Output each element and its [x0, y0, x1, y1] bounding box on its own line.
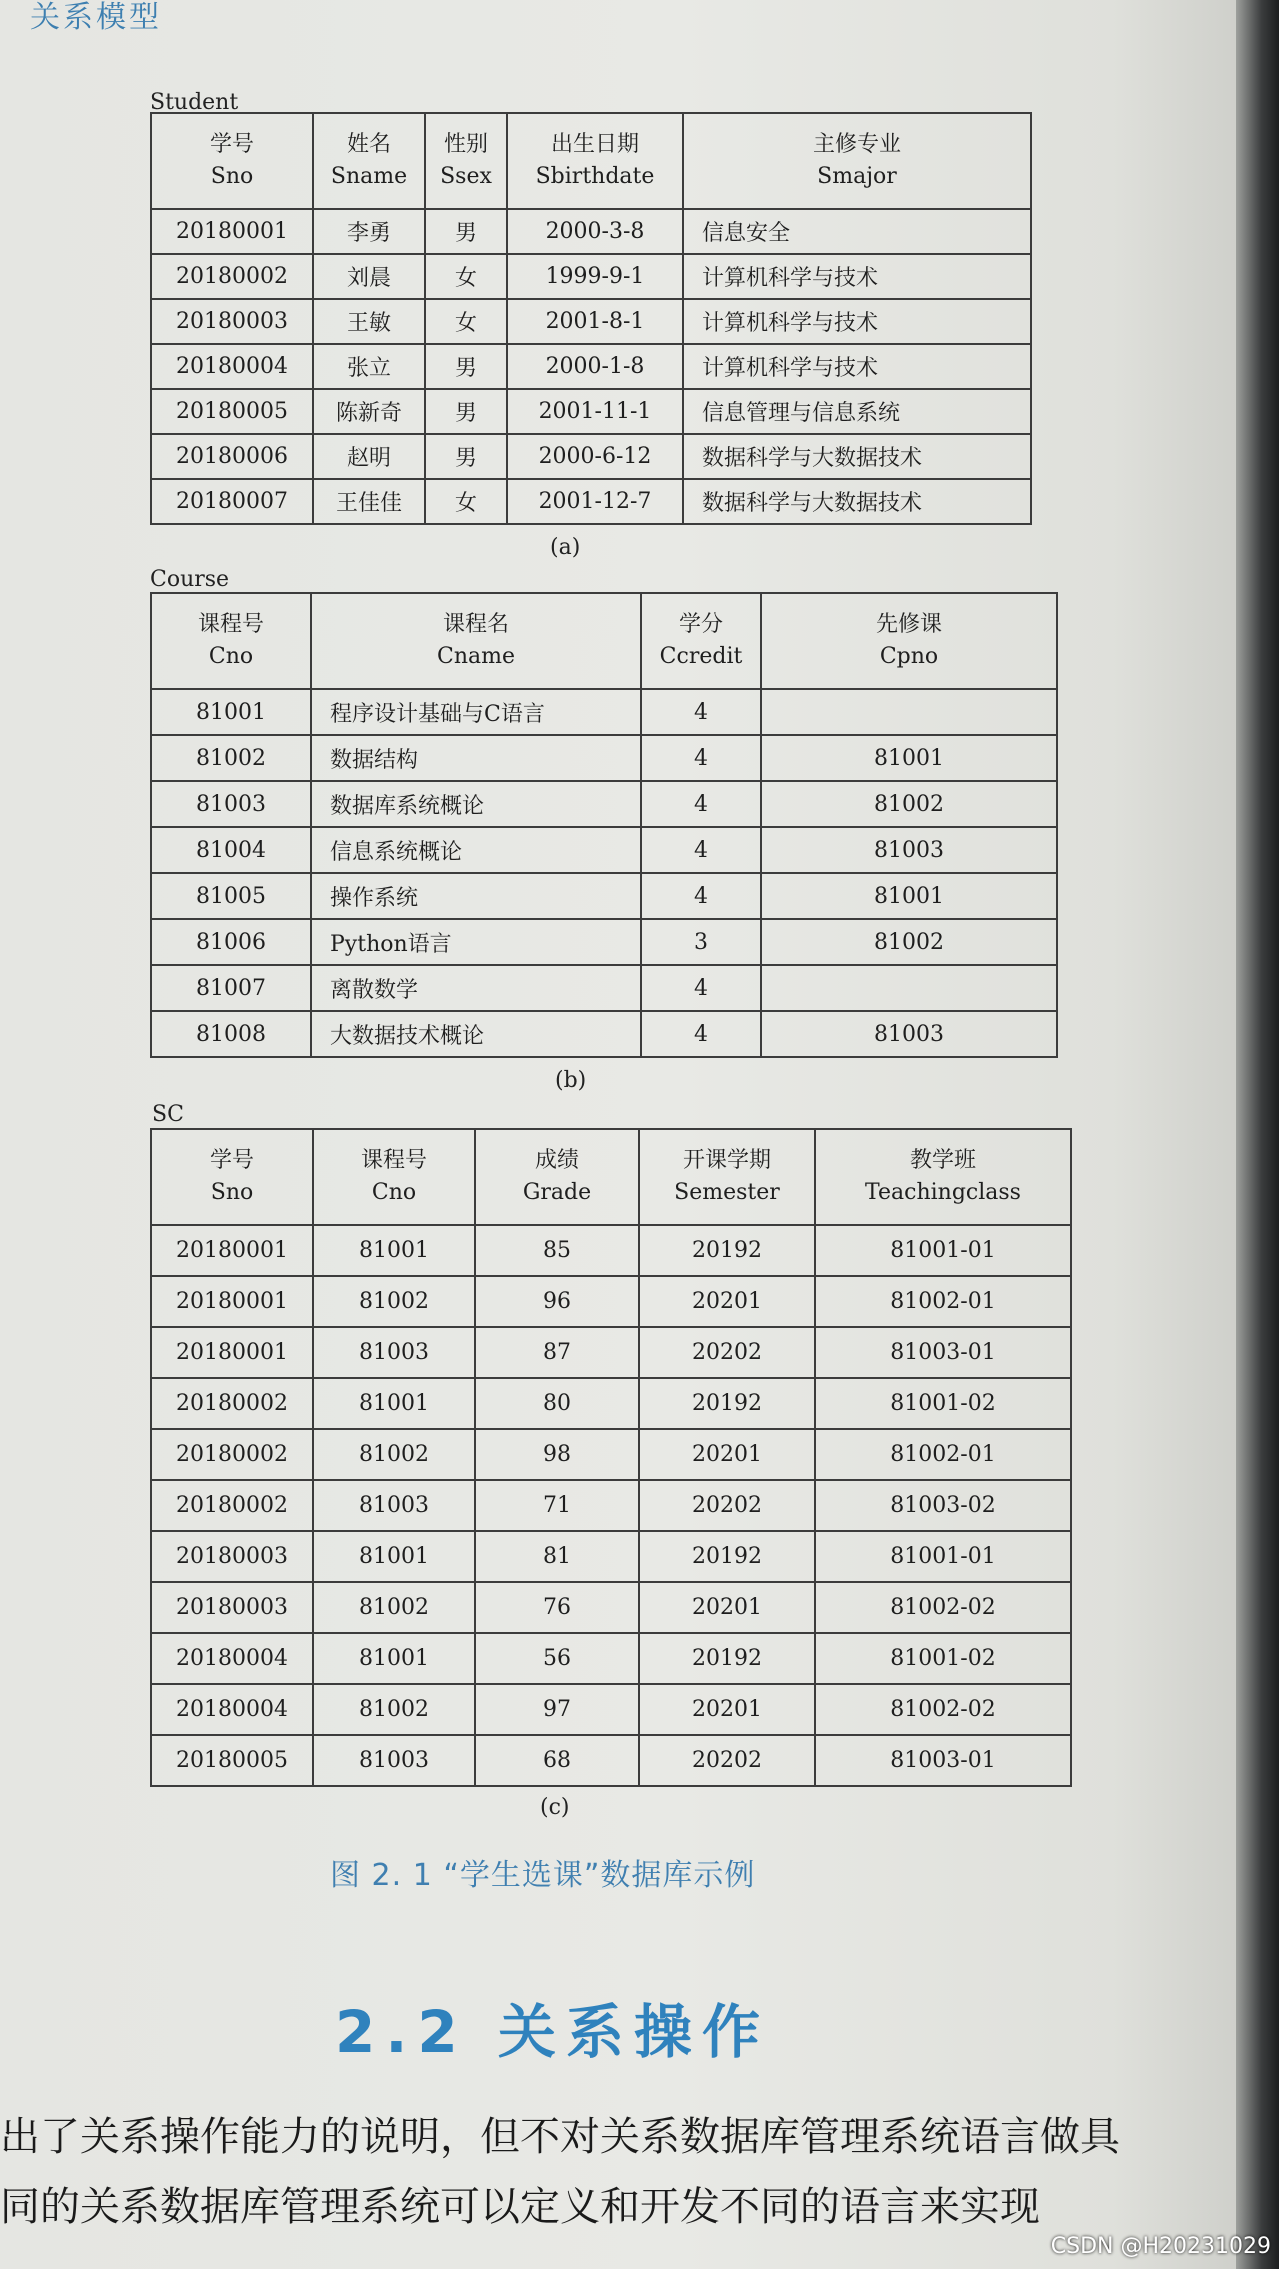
table-cell: 81002 [761, 919, 1057, 965]
table-cell: 王佳佳 [313, 479, 425, 524]
table-cell: 20192 [639, 1531, 815, 1582]
table-cell: 数据结构 [311, 735, 641, 781]
table-cell: 20180001 [151, 209, 313, 254]
table-cell: 2000-6-12 [507, 434, 683, 479]
table-cell: 81004 [151, 827, 311, 873]
table-row [151, 299, 1031, 344]
table-cell: 20192 [639, 1225, 815, 1276]
table-cell: 大数据技术概论 [311, 1011, 641, 1057]
column-header [507, 113, 683, 209]
course-table-caption: (b) [555, 1068, 587, 1093]
table-cell: 81007 [151, 965, 311, 1011]
table-cell: 计算机科学与技术 [683, 344, 1031, 389]
column-header-en: Semester [674, 1180, 780, 1205]
column-header [761, 593, 1057, 689]
column-header-cn: 学分 [678, 612, 723, 637]
table-cell: 81003-01 [815, 1327, 1071, 1378]
table-cell: 81001-02 [815, 1378, 1071, 1429]
table-cell: 20201 [639, 1276, 815, 1327]
table-cell: 20180007 [151, 479, 313, 524]
table-cell: 81001-01 [815, 1531, 1071, 1582]
figure-caption: 图 2. 1 “学生选课”数据库示例 [330, 1858, 756, 1893]
table-cell: 97 [475, 1684, 639, 1735]
table-cell: 20180004 [151, 1633, 313, 1684]
column-header-en: Sname [330, 164, 408, 189]
body-line-1: 出了关系操作能力的说明，但不对关系数据库管理系统语言做具 [0, 2114, 1120, 2160]
column-header-cn: 出生日期 [550, 132, 639, 157]
column-header-en: Cname [437, 644, 515, 669]
table-row [151, 1582, 1071, 1633]
table-cell: 4 [641, 873, 761, 919]
table-cell: 85 [475, 1225, 639, 1276]
column-header-cn: 课程名 [442, 612, 509, 637]
table-cell: 20202 [639, 1327, 815, 1378]
table-cell: 1999-9-1 [507, 254, 683, 299]
sc-table-label: SC [152, 1102, 184, 1127]
table-row [151, 689, 1057, 735]
table-cell: 4 [641, 965, 761, 1011]
table-cell: 96 [475, 1276, 639, 1327]
table-row [151, 479, 1031, 524]
student-table-label: Student [150, 90, 239, 115]
table-cell: 20201 [639, 1684, 815, 1735]
table-cell: 20180004 [151, 344, 313, 389]
table-cell: 81001-02 [815, 1633, 1071, 1684]
column-header [151, 1129, 313, 1225]
table-cell: 20180005 [151, 389, 313, 434]
table-row [151, 735, 1057, 781]
column-header [151, 593, 311, 689]
table-header-row [151, 1129, 1071, 1225]
table-cell: 李勇 [313, 209, 425, 254]
table-cell: 81001 [313, 1378, 475, 1429]
table-row [151, 1378, 1071, 1429]
column-header-cn: 先修课 [875, 612, 942, 637]
column-header-cn: 教学班 [909, 1148, 976, 1173]
column-header-en: Cpno [879, 644, 939, 669]
table-cell: 20180003 [151, 299, 313, 344]
table-cell: 女 [425, 479, 507, 524]
column-header [151, 113, 313, 209]
table-cell: 男 [425, 209, 507, 254]
table-cell: 20180002 [151, 1378, 313, 1429]
table-cell: 4 [641, 827, 761, 873]
column-header-en: Grade [522, 1180, 592, 1205]
table-cell: 81002 [313, 1429, 475, 1480]
column-header-cn: 开课学期 [682, 1148, 771, 1173]
table-cell: 男 [425, 344, 507, 389]
table-cell: 56 [475, 1633, 639, 1684]
table-cell: 程序设计基础与C语言 [311, 689, 641, 735]
table-cell: 20192 [639, 1378, 815, 1429]
table-cell: 20201 [639, 1582, 815, 1633]
table-row [151, 1531, 1071, 1582]
table-cell: 赵明 [313, 434, 425, 479]
table-cell: 数据库系统概论 [311, 781, 641, 827]
table-row [151, 827, 1057, 873]
table-cell: 20180002 [151, 1429, 313, 1480]
table-cell: 81003 [761, 1011, 1057, 1057]
table-cell: 81001 [151, 689, 311, 735]
table-cell: 3 [641, 919, 761, 965]
table-row [151, 1633, 1071, 1684]
column-header-cn: 成绩 [534, 1148, 579, 1173]
table-row [151, 1684, 1071, 1735]
table-cell: 4 [641, 689, 761, 735]
table-cell: 81003 [313, 1327, 475, 1378]
section-title: 2.2 关系操作 [335, 1998, 770, 2066]
table-cell: 81002-01 [815, 1276, 1071, 1327]
course-table-label: Course [150, 567, 230, 592]
table-cell: 81001 [313, 1531, 475, 1582]
table-cell: 2001-11-1 [507, 389, 683, 434]
column-header [641, 593, 761, 689]
table-cell: 81003 [313, 1735, 475, 1786]
table-row [151, 344, 1031, 389]
table-cell: 98 [475, 1429, 639, 1480]
column-header [683, 113, 1031, 209]
column-header-en: Ccredit [659, 644, 743, 669]
table-cell: 2000-1-8 [507, 344, 683, 389]
column-header-en: Smajor [817, 164, 897, 189]
table-row [151, 389, 1031, 434]
table-cell: 81002 [151, 735, 311, 781]
page-edge-shadow [1236, 0, 1279, 2269]
table-cell: 81002 [313, 1276, 475, 1327]
table-cell: 68 [475, 1735, 639, 1786]
table-cell: 81002 [313, 1582, 475, 1633]
column-header [425, 113, 507, 209]
column-header-en: Cno [208, 644, 254, 669]
table-cell: 87 [475, 1327, 639, 1378]
table-header-row [151, 113, 1031, 209]
table-header-row [151, 593, 1057, 689]
table-cell: 81002 [761, 781, 1057, 827]
table-cell: 81003 [313, 1480, 475, 1531]
column-header-cn: 课程号 [360, 1148, 427, 1173]
table-cell: 女 [425, 299, 507, 344]
table-cell: 81002-02 [815, 1684, 1071, 1735]
column-header [815, 1129, 1071, 1225]
table-row [151, 1429, 1071, 1480]
table-cell: 男 [425, 434, 507, 479]
table-cell: 2000-3-8 [507, 209, 683, 254]
table-cell: 20180003 [151, 1531, 313, 1582]
table-cell: 计算机科学与技术 [683, 299, 1031, 344]
table-row [151, 873, 1057, 919]
table-row [151, 919, 1057, 965]
table-cell: 80 [475, 1378, 639, 1429]
table-cell: 女 [425, 254, 507, 299]
table-cell: 4 [641, 781, 761, 827]
body-line-2: 同的关系数据库管理系统可以定义和开发不同的语言来实现 [0, 2184, 1040, 2230]
table-cell: 数据科学与大数据技术 [683, 434, 1031, 479]
table-cell: 2001-12-7 [507, 479, 683, 524]
table-row [151, 1327, 1071, 1378]
table-cell: 81001 [313, 1225, 475, 1276]
table-cell: 81002-01 [815, 1429, 1071, 1480]
table-cell: 81 [475, 1531, 639, 1582]
table-cell: 20180001 [151, 1327, 313, 1378]
table-cell: 数据科学与大数据技术 [683, 479, 1031, 524]
table-cell: 20192 [639, 1633, 815, 1684]
column-header-en: Sbirthdate [535, 164, 655, 189]
table-cell [761, 689, 1057, 735]
table-cell: 20180001 [151, 1225, 313, 1276]
column-header-en: Sno [210, 164, 254, 189]
table-cell: 陈新奇 [313, 389, 425, 434]
table-row [151, 1225, 1071, 1276]
table-cell: 20180002 [151, 1480, 313, 1531]
column-header [639, 1129, 815, 1225]
table-cell: 信息管理与信息系统 [683, 389, 1031, 434]
table-cell: 71 [475, 1480, 639, 1531]
table-cell: 81002-02 [815, 1582, 1071, 1633]
table-row [151, 1011, 1057, 1057]
sc-table-caption: (c) [540, 1795, 570, 1820]
table-cell: 81001-01 [815, 1225, 1071, 1276]
table-cell: 81003 [151, 781, 311, 827]
table-cell: 张立 [313, 344, 425, 389]
table-cell: 81001 [313, 1633, 475, 1684]
table-cell: 76 [475, 1582, 639, 1633]
student-table [150, 112, 1032, 525]
sc-table [150, 1128, 1072, 1787]
table-row [151, 254, 1031, 299]
table-row [151, 209, 1031, 254]
table-cell: 2001-8-1 [507, 299, 683, 344]
column-header-cn: 性别 [443, 132, 488, 157]
table-cell: 计算机科学与技术 [683, 254, 1031, 299]
column-header [313, 113, 425, 209]
column-header [475, 1129, 639, 1225]
table-row [151, 781, 1057, 827]
column-header-cn: 学号 [209, 132, 254, 157]
course-table [150, 592, 1058, 1058]
column-header-cn: 姓名 [346, 132, 391, 157]
table-cell: 20202 [639, 1735, 815, 1786]
table-cell: 信息系统概论 [311, 827, 641, 873]
table-row [151, 434, 1031, 479]
column-header-en: Cno [371, 1180, 417, 1205]
table-cell: 男 [425, 389, 507, 434]
table-cell: 王敏 [313, 299, 425, 344]
watermark: CSDN @H20231029 [1050, 2234, 1271, 2259]
table-cell [761, 965, 1057, 1011]
table-cell: 离散数学 [311, 965, 641, 1011]
column-header-en: Sno [210, 1180, 254, 1205]
table-row [151, 1480, 1071, 1531]
column-header-cn: 学号 [209, 1148, 254, 1173]
table-cell: Python语言 [311, 919, 641, 965]
table-cell: 81002 [313, 1684, 475, 1735]
student-table-caption: (a) [550, 535, 581, 560]
table-cell: 操作系统 [311, 873, 641, 919]
column-header-en: Ssex [440, 164, 492, 189]
table-cell: 刘晨 [313, 254, 425, 299]
table-cell: 81001 [761, 735, 1057, 781]
column-header [311, 593, 641, 689]
table-cell: 20180004 [151, 1684, 313, 1735]
table-cell: 20201 [639, 1429, 815, 1480]
table-cell: 81001 [761, 873, 1057, 919]
table-cell: 20180006 [151, 434, 313, 479]
table-cell: 81006 [151, 919, 311, 965]
table-row [151, 1276, 1071, 1327]
table-cell: 20202 [639, 1480, 815, 1531]
table-cell: 20180005 [151, 1735, 313, 1786]
column-header-cn: 课程号 [197, 612, 264, 637]
table-cell: 4 [641, 1011, 761, 1057]
table-cell: 81008 [151, 1011, 311, 1057]
table-cell: 4 [641, 735, 761, 781]
table-cell: 20180003 [151, 1582, 313, 1633]
table-cell: 20180001 [151, 1276, 313, 1327]
table-row [151, 965, 1057, 1011]
table-row [151, 1735, 1071, 1786]
table-cell: 20180002 [151, 254, 313, 299]
table-cell: 信息安全 [683, 209, 1031, 254]
column-header-en: Teachingclass [865, 1180, 1021, 1205]
table-cell: 81003 [761, 827, 1057, 873]
column-header-cn: 主修专业 [812, 132, 901, 157]
table-cell: 81003-01 [815, 1735, 1071, 1786]
table-cell: 81003-02 [815, 1480, 1071, 1531]
column-header [313, 1129, 475, 1225]
running-header: 关系模型 [30, 0, 162, 35]
table-cell: 81005 [151, 873, 311, 919]
